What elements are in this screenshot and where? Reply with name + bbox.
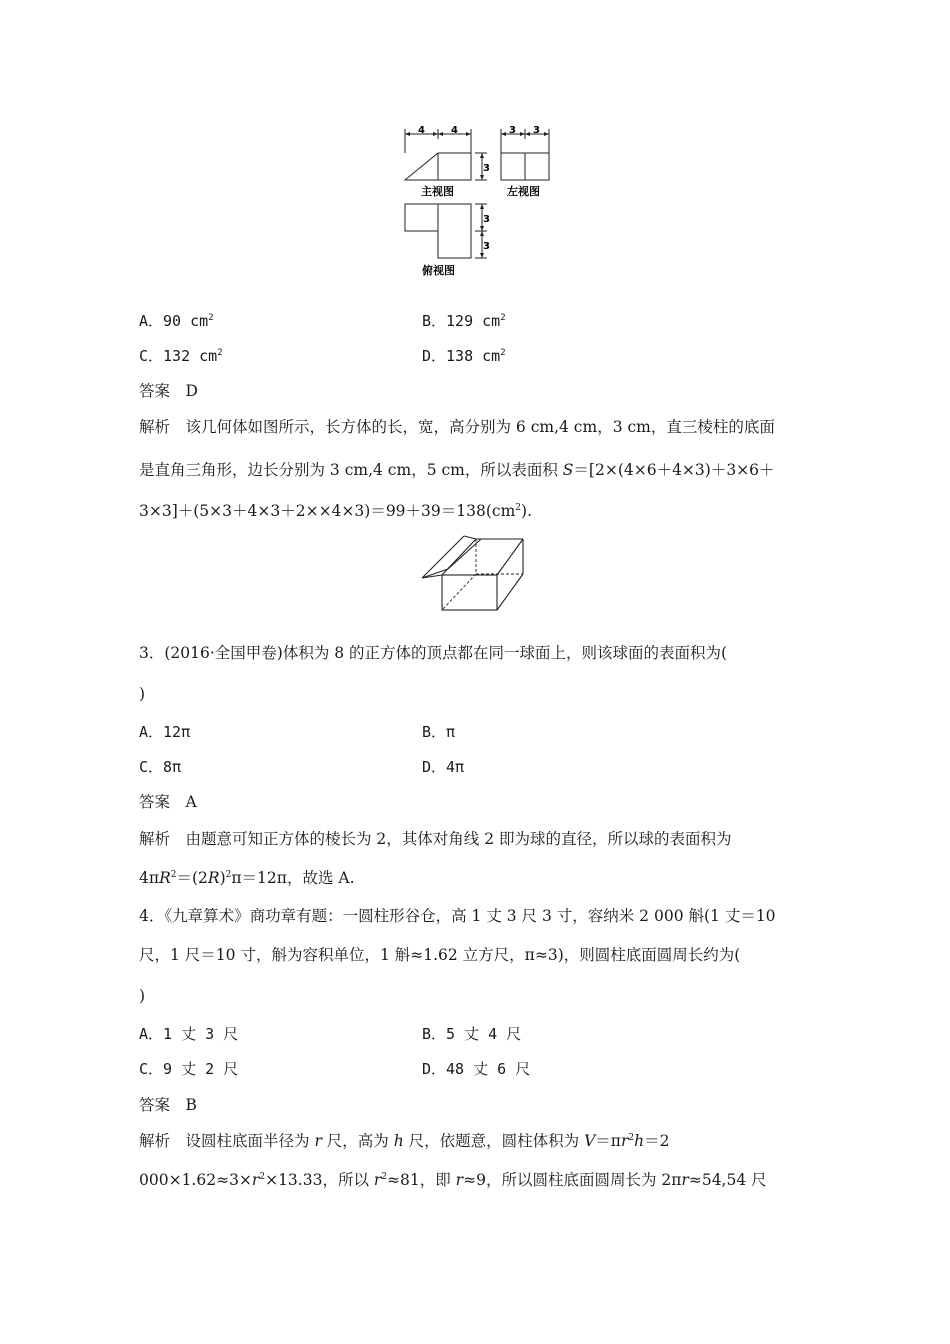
q3-stem-line-2: )	[139, 685, 146, 703]
q4-stem-line-1: 4．《九章算术》商功章有题：一圆柱形谷仓，高 1 丈 3 尺 3 寸，容纳米 2 000 斛(1 丈＝10	[139, 907, 776, 925]
dim-front-right: 4	[451, 125, 458, 136]
front-view-caption: 主视图	[421, 185, 454, 198]
q2-option-a: A．90 $cm^2$	[139, 312, 214, 330]
q2-analysis-line-2: 是直角三角形，边长分别为 3 cm,4 cm，5 cm，所以表面积 S＝[2×(4×6＋4×3)＋3×6＋	[139, 461, 775, 479]
prism-box-drawing	[418, 533, 530, 615]
q2-analysis-line-1: 解析 该几何体如图所示，长方体的长，宽，高分别为 6 cm,4 cm，3 cm，直三棱柱的底面	[139, 418, 775, 436]
dim-front-left: 4	[418, 125, 425, 136]
q3-answer: 答案 A	[139, 793, 197, 811]
q3-option-b: B．π	[422, 723, 456, 741]
q4-option-b: B．5 丈 4 尺	[422, 1025, 522, 1043]
q4-option-d: D．48 丈 6 尺	[422, 1060, 531, 1078]
three-view-figure	[395, 125, 565, 280]
q3-option-c: C．8π	[139, 758, 182, 776]
q4-analysis-line-2: $000\times 1.62\approx 3\times r^2\times 13.33$，所以 $r^2\approx 81$，即 r≈9，所以圆柱底面圆周长为 2πr≈54,54 尺	[139, 1171, 767, 1189]
q4-option-a: A．1 丈 3 尺	[139, 1025, 239, 1043]
dim-top-lower: 3	[483, 241, 490, 252]
dim-front-height: 3	[483, 163, 490, 174]
top-view-caption: 俯视图	[422, 264, 455, 277]
q4-analysis-line-1: 解析 设圆柱底面半径为 r 尺，高为 h 尺，依题意，圆柱体积为 $V=\pi r^2h=2$	[139, 1132, 670, 1150]
dim-side-left: 3	[509, 125, 516, 136]
q3-stem-line-1: 3．(2016·全国甲卷)体积为 8 的正方体的顶点都在同一球面上，则该球面的表面积为(	[139, 644, 728, 662]
q4-stem-line-3: )	[139, 987, 146, 1005]
q2-option-c: C．132 $cm^2$	[139, 347, 223, 365]
q3-analysis-line-1: 解析 由题意可知正方体的棱长为 2，其体对角线 2 即为球的直径，所以球的表面积为	[139, 830, 732, 848]
three-view-drawing	[395, 125, 565, 280]
side-view-caption: 左视图	[507, 185, 540, 198]
q2-option-d: D．138 $cm^2$	[422, 347, 506, 365]
q4-stem-line-2: 尺，1 尺＝10 寸，斛为容积单位，1 斛≈1.62 立方尺，π≈3)，则圆柱底面圆周长约为(	[139, 946, 741, 964]
q2-analysis-line-3: $3\times 3]+(5\times 3+4\times 3+2\times\times 4\times 3)=99+39=138(cm^2)$.	[139, 502, 532, 520]
q3-analysis-line-2: $4\pi R^2=(2R)^2\pi=12\pi$，故选 A.	[139, 869, 355, 887]
q4-answer: 答案 B	[139, 1096, 197, 1114]
q2-option-b: B．129 $cm^2$	[422, 312, 506, 330]
q3-option-a: A．12π	[139, 723, 191, 741]
q2-answer: 答案 D	[139, 382, 198, 400]
dim-top-upper: 3	[483, 214, 490, 225]
solid-figure	[418, 533, 530, 615]
q4-option-c: C．9 丈 2 尺	[139, 1060, 239, 1078]
dim-side-right: 3	[533, 125, 540, 136]
q3-option-d: D．4π	[422, 758, 465, 776]
